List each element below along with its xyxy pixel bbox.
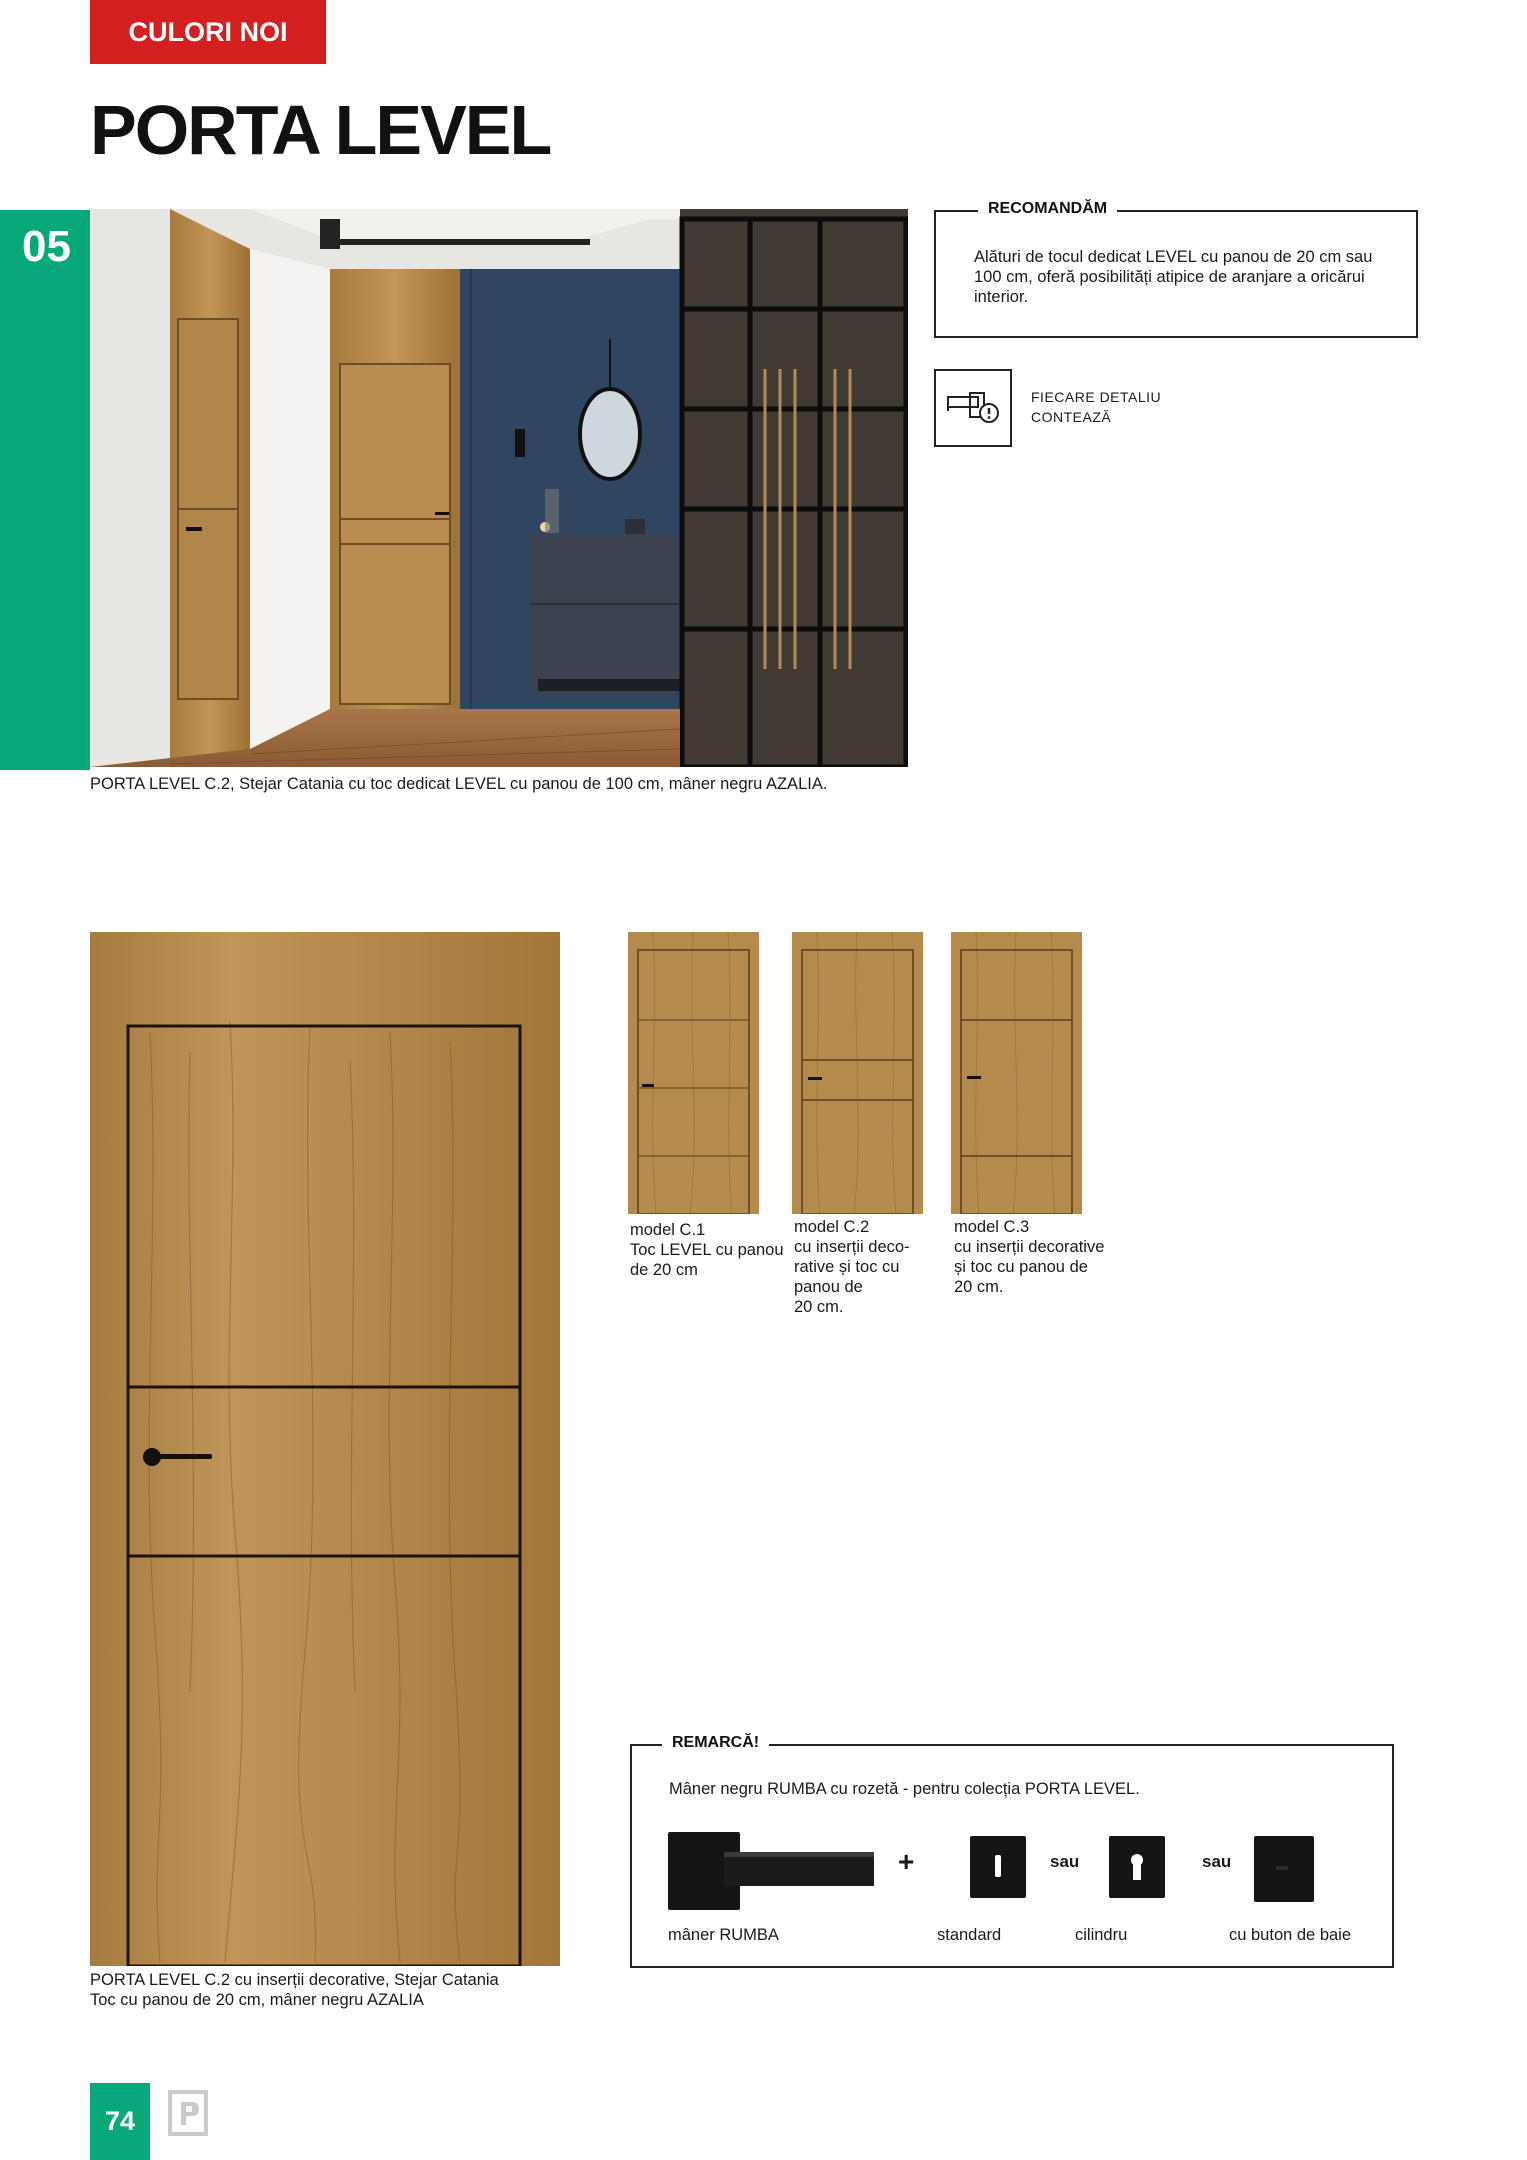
- or-label-2: sau: [1202, 1852, 1232, 1871]
- recommend-label: RECOMANDĂM: [978, 200, 1117, 218]
- model-c1-caption: [630, 1220, 790, 1280]
- or-label-1: sau: [1050, 1852, 1080, 1871]
- large-door-caption: [90, 1970, 499, 2010]
- model-c1-line: de 20 cm: [630, 1261, 698, 1279]
- recommend-box: [934, 200, 1418, 338]
- door-model-c1-photo: [628, 932, 759, 1214]
- remark-label: REMARCĂ!: [662, 1734, 769, 1752]
- model-c2-line: panou de: [794, 1278, 863, 1296]
- detail-line-2: CONTEAZĂ: [1031, 409, 1112, 425]
- page-title: PORTA LEVEL: [90, 91, 551, 169]
- model-c3-caption: [954, 1217, 1114, 1297]
- model-c2-line: 20 cm.: [794, 1298, 844, 1316]
- model-c3-line: și toc cu panou de: [954, 1258, 1088, 1276]
- section-badge: CULORI NOI: [90, 0, 326, 64]
- model-c2-caption: [794, 1217, 954, 1317]
- rumba-handle-image: [668, 1828, 878, 1914]
- cylinder-label: cilindru: [1075, 1926, 1128, 1944]
- large-door-caption-line-2: Toc cu panou de 20 cm, mâner negru AZALIA: [90, 1991, 424, 2009]
- recommend-text: Alături de tocul dedicat LEVEL cu panou de 20 cm sau 100 cm, oferă posibilități atipice de aranjare a oricărui interior.: [974, 248, 1373, 306]
- door-model-c2-photo: [792, 932, 923, 1214]
- standard-label: standard: [937, 1926, 1002, 1944]
- cylinder-rosette-image: [1109, 1836, 1167, 1898]
- standard-rosette-image: [970, 1836, 1028, 1898]
- plus-sign: +: [898, 1846, 915, 1877]
- large-door-caption-line-1: PORTA LEVEL C.2 cu inserții decorative, Stejar Catania: [90, 1971, 499, 1989]
- hero-caption: PORTA LEVEL C.2, Stejar Catania cu toc dedicat LEVEL cu panou de 100 cm, mâner negru AZALIA.: [90, 775, 828, 793]
- section-number: 05: [22, 222, 71, 271]
- model-c2-line: model C.2: [794, 1218, 870, 1236]
- model-c1-line: Toc LEVEL cu panou: [630, 1241, 784, 1259]
- detail-text: [1031, 387, 1231, 427]
- model-c2-line: cu inserții deco-: [794, 1238, 910, 1256]
- section-tab: [0, 210, 90, 770]
- brand-logo-icon: [168, 2090, 208, 2136]
- large-door-photo: [90, 932, 560, 1966]
- model-c3-line: model C.3: [954, 1218, 1030, 1236]
- model-c3-line: cu inserții decorative: [954, 1238, 1105, 1256]
- bath-rosette-image: [1254, 1836, 1316, 1902]
- bath-label: cu buton de baie: [1229, 1926, 1352, 1944]
- door-handle-alert-icon: [934, 369, 1012, 447]
- model-c3-line: 20 cm.: [954, 1278, 1004, 1296]
- remark-text: Mâner negru RUMBA cu rozetă - pentru colecția PORTA LEVEL.: [669, 1780, 1140, 1798]
- model-c2-line: rative și toc cu: [794, 1258, 900, 1276]
- detail-line-1: FIECARE DETALIU: [1031, 389, 1162, 405]
- door-model-c3-photo: [951, 932, 1082, 1214]
- page-number: 74: [90, 2083, 150, 2160]
- handle-label: mâner RUMBA: [668, 1926, 779, 1944]
- model-c1-line: model C.1: [630, 1221, 706, 1239]
- hero-photo: [90, 209, 908, 767]
- remark-box: [630, 1734, 1394, 1968]
